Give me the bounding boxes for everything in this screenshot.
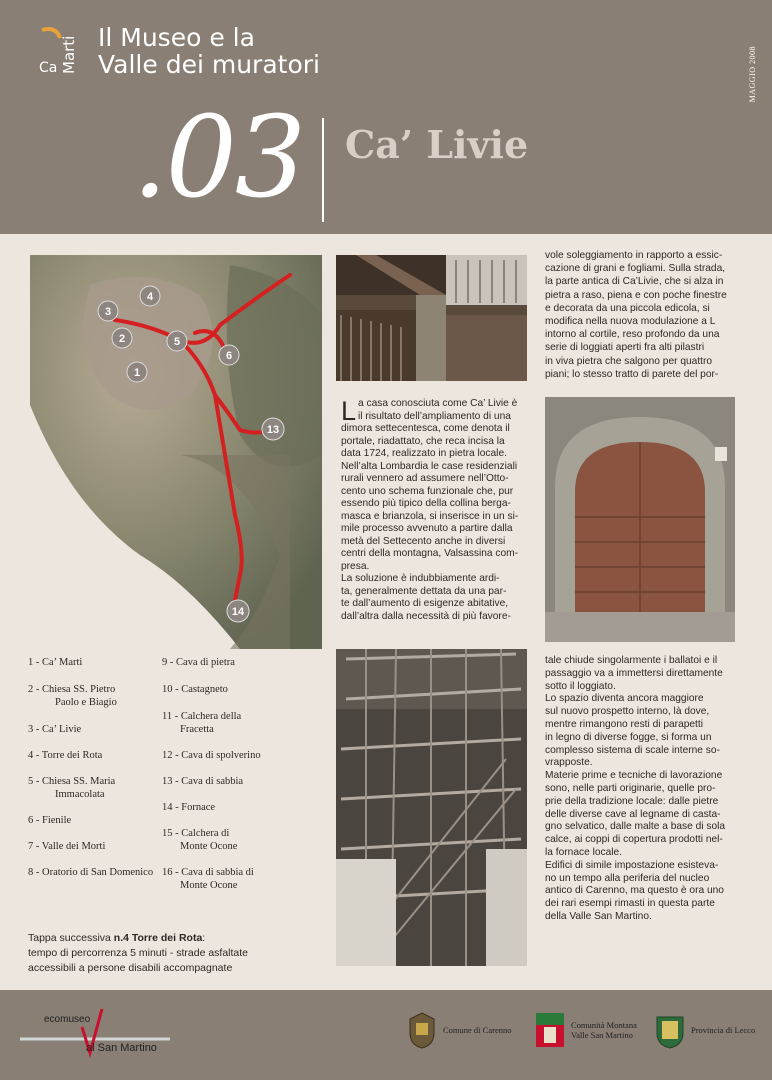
next-stop-accessibility: accessibili a persone disabili accompagnate (28, 962, 233, 974)
legend-item (162, 866, 254, 892)
legend-item-label: 12 - Cava di spolverino (162, 750, 261, 761)
map-marker-2: 2 (118, 333, 126, 345)
aerial-map (30, 255, 322, 649)
text-line: te dall’aumento di esigenze abitative, (341, 598, 509, 609)
text-line: data 1724, realizzato in pietra locale. (341, 448, 507, 459)
text-line: intorno al cortile, reso profondo da una (545, 329, 720, 341)
legend-item-sublabel: Monte Ocone (180, 880, 238, 891)
article-text-middle (341, 398, 531, 623)
text-line: essendo più tipico della collina berga- (341, 498, 511, 509)
museum-title (98, 24, 320, 78)
text-line: no un tempo alla periferia del nucleo (545, 872, 710, 884)
text-line: cento uno schema funzionale che, pur (341, 485, 514, 497)
text-line: il risultato dell’ampliamento di una (358, 410, 511, 422)
legend-item-label: 14 - Fornace (162, 802, 216, 813)
text-line: serie di loggiati aperti fra alti pilastri (545, 342, 705, 354)
text-line: Lo spazio diventa ancora maggiore (545, 693, 704, 705)
comunita-crest-icon (534, 1011, 566, 1049)
text-line: Nell’alta Lombardia le case residenziali (341, 460, 518, 472)
legend-item-label: 5 - Chiesa SS. Maria (28, 776, 116, 787)
date-label: MAGGIO 2008 (748, 46, 757, 103)
text-line: masca e brianzola, si inserisce in un si- (341, 510, 519, 522)
text-line: pietra a raso, piena e con poche finestre (545, 289, 727, 301)
legend-item (28, 683, 117, 709)
text-line: dall’altra dalla necessità di più favore- (341, 610, 511, 622)
text-line: centri della montagna, Valsassina com- (341, 548, 519, 559)
ecomuseo-label: ecomuseo (44, 1014, 91, 1025)
legend-item-sublabel: Paolo e Biagio (55, 697, 117, 708)
stop-number: .03 (132, 93, 305, 223)
legend-item (28, 814, 71, 827)
legend-item (162, 683, 228, 696)
text-line: vole soleggiamento in rapporto a essic- (545, 250, 723, 261)
sponsor-label: Provincia di Lecco (691, 1025, 756, 1035)
comune-crest-icon (406, 1011, 438, 1049)
legend-item-label: 6 - Fienile (28, 815, 72, 826)
text-line: la fornace locale. (545, 846, 623, 858)
photo-balconies (336, 255, 527, 381)
article-text-right-top (545, 249, 745, 381)
legend-item (162, 710, 241, 736)
next-stop-prefix: Tappa successiva (28, 932, 114, 944)
article-text-right-bottom (545, 655, 745, 924)
legend-item-sublabel: Immacolata (55, 789, 105, 800)
text-line: antico di Carenno, ma questo è ora uno (545, 885, 724, 897)
map-marker-14: 14 (231, 606, 245, 618)
legend-item (28, 656, 82, 669)
map-marker-3: 3 (104, 306, 112, 318)
text-line: La soluzione è indubbiamente ardi- (341, 573, 500, 584)
legend-item (162, 801, 215, 814)
text-line: rurali vennero ad assumere nell’Otto- (341, 473, 509, 484)
map-marker-13: 13 (266, 424, 280, 436)
sponsor-sublabel: Valle San Martino (571, 1030, 633, 1040)
header-divider (322, 118, 324, 222)
text-line: presa. (341, 560, 370, 572)
legend-item (28, 866, 153, 879)
text-line: prie della tradizione locale: dalle pietre (545, 795, 719, 807)
provincia-crest-icon (654, 1011, 686, 1049)
photo-wooden-stairs (336, 649, 527, 966)
legend-item-label: 2 - Chiesa SS. Pietro (28, 684, 116, 695)
map-marker-6: 6 (225, 350, 233, 362)
sponsor-label: Comune di Carenno (443, 1025, 512, 1035)
legend-item-label: 8 - Oratorio di San Domenico (28, 867, 154, 878)
map-marker-1: 1 (133, 367, 141, 379)
text-line: complesso sistema di scale interne so- (545, 744, 720, 756)
next-stop-info (28, 931, 328, 976)
legend-item (162, 749, 261, 762)
text-line: passaggio va a immettersi direttamente (545, 667, 723, 679)
text-line: della Valle San Martino. (545, 910, 652, 922)
ecomuseo-name: al San Martino (86, 1042, 157, 1054)
sponsor-comunita-montana (534, 1011, 637, 1049)
text-line: sul nuovo prospetto interno, là dove, (545, 706, 710, 718)
legend-item-label: 15 - Calchera di (162, 828, 230, 839)
text-line: calce, ai coppi di copertura prodotti nel- (545, 834, 723, 846)
text-line: sotto il loggiato. (545, 680, 616, 692)
text-line: vrapposte. (545, 757, 593, 769)
sponsor-provincia-lecco (654, 1011, 755, 1049)
legend-item (162, 775, 243, 788)
text-line: piani; lo stesso tratto di parete del por- (545, 368, 719, 380)
text-line: metà del Settecento anche in diversi (341, 535, 506, 547)
photo-stone-portal (545, 397, 735, 642)
museum-title-line2: Valle dei muratori (98, 50, 320, 79)
legend-item-label: 9 - Cava di pietra (162, 657, 235, 668)
map-marker-5: 5 (173, 336, 181, 348)
text-line: dimora settecentesca, come denota il (341, 423, 510, 434)
legend-item (28, 749, 102, 762)
legend-item (28, 723, 81, 736)
legend-item (162, 656, 235, 669)
legend-item-label: 1 - Ca’ Marti (28, 657, 83, 668)
sponsor-comune-carenno (406, 1011, 511, 1049)
text-line: Edifici di simile impostazione esisteva- (545, 859, 719, 871)
svg-text:Ca: Ca (39, 60, 58, 76)
text-line: delle diverse cave al legname di casta- (545, 808, 721, 820)
text-line: gno selvatico, dalle malte a base di sola (545, 821, 726, 833)
text-line: modifica nella nuova modulazione a L (545, 316, 716, 328)
legend-item-sublabel: Monte Ocone (180, 841, 238, 852)
place-name: Ca’ Livie (345, 122, 529, 167)
ca-marti-logo (36, 26, 78, 78)
sponsor-label: Comunità Montana (571, 1020, 637, 1030)
legend-item-label: 7 - Valle dei Morti (28, 841, 106, 852)
legend-item (28, 840, 105, 853)
legend-item-sublabel: Fracetta (180, 724, 214, 735)
next-stop-suffix: : (202, 932, 206, 944)
text-line: sono, nelle parti originarie, quelle pro- (545, 782, 716, 794)
legend-item-label: 13 - Cava di sabbia (162, 776, 244, 787)
legend-item-label: 3 - Ca’ Livie (28, 724, 82, 735)
text-line: Materie prime e tecniche di lavorazione (545, 770, 723, 782)
text-line: a casa conosciuta come Ca’ Livie è (358, 398, 518, 409)
legend-item-label: 10 - Castagneto (162, 684, 228, 695)
legend-item-label: 16 - Cava di sabbia di (162, 867, 254, 878)
text-line: mile processo avvenuto a partire dalla (341, 523, 513, 534)
next-stop-duration: tempo di percorrenza 5 minuti - strade asfaltate (28, 947, 249, 959)
legend-item-label: 4 - Torre dei Rota (28, 750, 103, 761)
drop-cap: L (341, 396, 357, 426)
text-line: dei rari esempi rimasti in questa parte (545, 898, 715, 910)
next-stop-target: n.4 Torre dei Rota (113, 932, 203, 944)
text-line: tale chiude singolarmente i ballatoi e il (545, 655, 718, 666)
legend-item-label: 11 - Calchera della (162, 711, 242, 722)
svg-text:Marti: Marti (60, 35, 78, 74)
text-line: in legno di diverse fogge, si forma un (545, 731, 712, 743)
museum-title-line1: Il Museo e la (98, 23, 255, 52)
text-line: in viva pietra che salgono per quattro (545, 355, 713, 367)
text-line: ta, generalmente dettata da una par- (341, 585, 507, 597)
legend-item (162, 827, 237, 853)
map-marker-4: 4 (146, 291, 154, 303)
text-line: mentre rimangono resti di parapetti (545, 718, 703, 730)
text-line: portale, riadattato, che reca incisa la (341, 435, 505, 447)
text-line: cazione di grani e fogliami. Sulla strada, (545, 263, 726, 275)
text-line: e decorata da una piccola edicola, si (545, 302, 710, 314)
legend-item (28, 775, 115, 801)
text-line: la parte antica di Ca’Livie, che si alza in (545, 276, 724, 288)
